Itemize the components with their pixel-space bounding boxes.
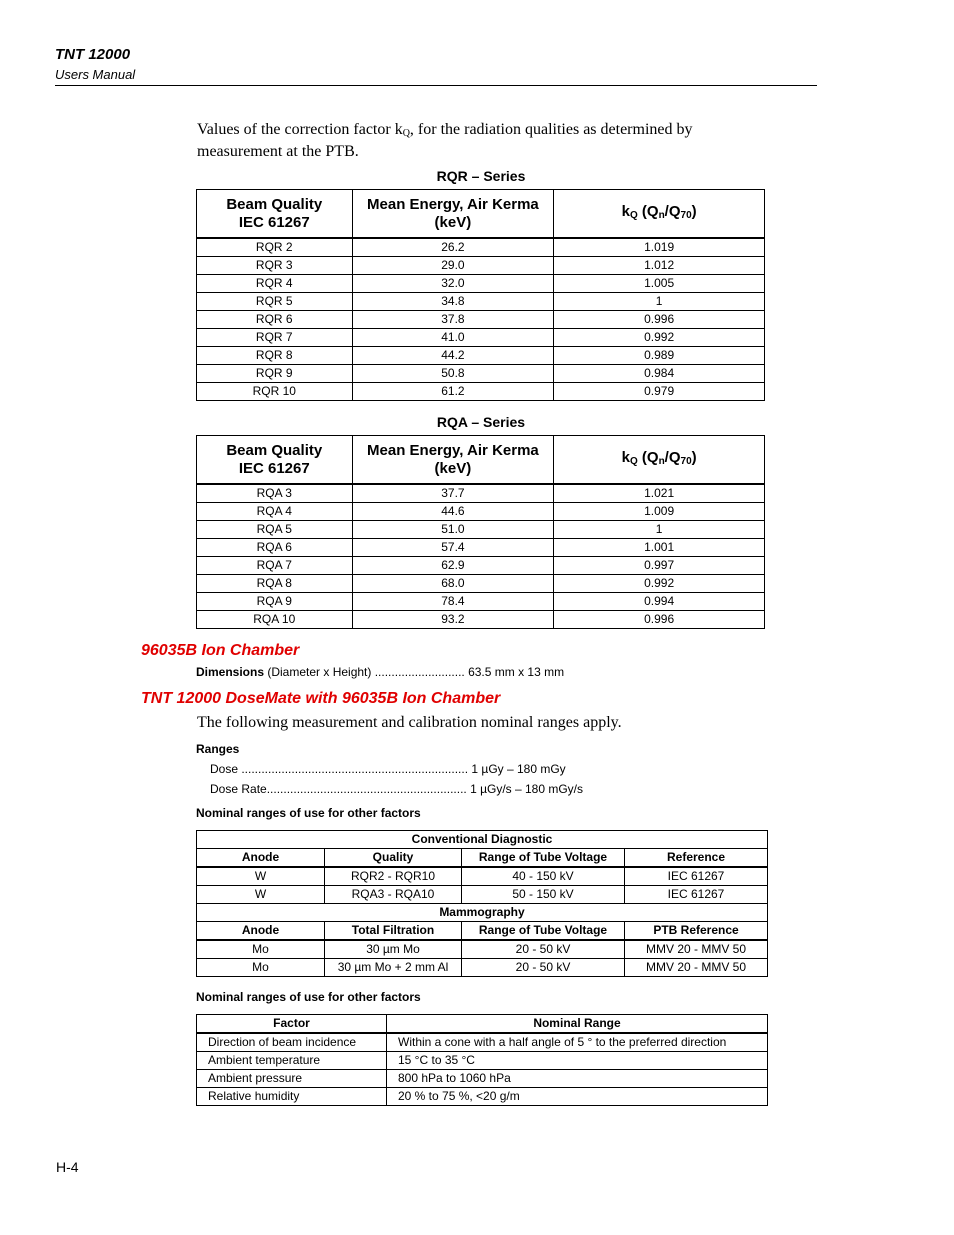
- intro-paragraph: [197, 121, 767, 161]
- beam-quality-header: Beam Quality IEC 61267: [197, 436, 353, 485]
- mean-energy-cell: 93.2: [352, 611, 554, 629]
- nominal-header-row: [197, 1015, 768, 1034]
- table-cell: 40 - 150 kV: [462, 867, 625, 886]
- manual-subtitle: Users Manual: [55, 67, 136, 82]
- rqa-table: [196, 435, 765, 629]
- page-number: H-4: [56, 1159, 79, 1175]
- table-cell: 30 µm Mo + 2 mm Al: [325, 959, 462, 977]
- mean-energy-cell: 44.2: [352, 347, 554, 365]
- table-row: [197, 886, 768, 904]
- dosemate-intro: The following measurement and calibration nominal ranges apply.: [197, 714, 622, 731]
- mean-energy-cell: 68.0: [352, 575, 554, 593]
- table-row: [197, 521, 765, 539]
- beam-quality-cell: RQR 8: [197, 347, 353, 365]
- nominal-range-cell: Within a cone with a half angle of 5 ° to the preferred direction: [387, 1033, 768, 1052]
- nominal-range-header: Nominal Range: [387, 1015, 768, 1034]
- nominal-range-cell: 20 % to 75 %, <20 g/m: [387, 1088, 768, 1106]
- table-row: [197, 311, 765, 329]
- beam-quality-cell: RQR 5: [197, 293, 353, 311]
- nominal-ranges-label: Nominal ranges of use for other factors: [196, 806, 421, 820]
- table-cell: 20 - 50 kV: [462, 940, 625, 959]
- ranges-label: Ranges: [196, 742, 240, 756]
- table-cell: Mo: [197, 959, 325, 977]
- table-cell: 20 - 50 kV: [462, 959, 625, 977]
- mean-energy-cell: 50.8: [352, 365, 554, 383]
- kq-cell: 1.019: [554, 238, 765, 257]
- dose-range: Dose .................................................................... 1 µGy – 180 mGy: [210, 762, 566, 776]
- beam-quality-cell: RQA 10: [197, 611, 353, 629]
- dimensions-line: Dimensions (Diameter x Height) ........................... 63.5 mm x 13 mm: [196, 665, 565, 679]
- header-divider: [55, 85, 817, 86]
- mean-energy-header: Mean Energy, Air Kerma (keV): [352, 190, 554, 239]
- nominal-ranges-label-2: Nominal ranges of use for other factors: [196, 990, 421, 1004]
- mean-energy-cell: 51.0: [352, 521, 554, 539]
- table-row: [197, 867, 768, 886]
- intro-text-before: Values of the correction factor k: [197, 121, 403, 138]
- table-row: [197, 347, 765, 365]
- table-row: [197, 575, 765, 593]
- mean-energy-cell: 34.8: [352, 293, 554, 311]
- table-row: [197, 557, 765, 575]
- rqr-header-row: [197, 190, 765, 239]
- rqa-caption: RQA – Series: [436, 414, 526, 430]
- intro-subscript: Q: [402, 128, 410, 139]
- column-header: Anode: [197, 922, 325, 941]
- kq-cell: 0.979: [554, 383, 765, 401]
- conventional-diagnostic-header: Conventional Diagnostic: [197, 831, 768, 849]
- kq-cell: 1.009: [554, 503, 765, 521]
- mean-energy-cell: 32.0: [352, 275, 554, 293]
- table-row: [197, 539, 765, 557]
- table-row: [197, 593, 765, 611]
- table-row: [197, 383, 765, 401]
- table-row: [197, 959, 768, 977]
- mean-energy-cell: 26.2: [352, 238, 554, 257]
- ion-chamber-heading: 96035B Ion Chamber: [141, 642, 300, 659]
- mean-energy-cell: 61.2: [352, 383, 554, 401]
- factors-table: [196, 830, 768, 977]
- beam-quality-cell: RQR 4: [197, 275, 353, 293]
- table-cell: MMV 20 - MMV 50: [625, 940, 768, 959]
- table-row: [197, 329, 765, 347]
- kq-cell: 0.994: [554, 593, 765, 611]
- mean-energy-cell: 44.6: [352, 503, 554, 521]
- mean-energy-cell: 62.9: [352, 557, 554, 575]
- beam-quality-cell: RQR 6: [197, 311, 353, 329]
- mean-energy-cell: 29.0: [352, 257, 554, 275]
- beam-quality-cell: RQA 8: [197, 575, 353, 593]
- table-row: [197, 611, 765, 629]
- table-row: [197, 293, 765, 311]
- kq-cell: 0.997: [554, 557, 765, 575]
- rqr-table: [196, 189, 765, 401]
- factor-cell: Ambient pressure: [197, 1070, 387, 1088]
- kq-cell: 1: [554, 293, 765, 311]
- factor-cell: Ambient temperature: [197, 1052, 387, 1070]
- rqa-header-row: [197, 436, 765, 485]
- table-row: [197, 1088, 768, 1106]
- table-row: [197, 1052, 768, 1070]
- table-row: [197, 238, 765, 257]
- table-row: [197, 365, 765, 383]
- table-row: [197, 257, 765, 275]
- column-header: Total Filtration: [325, 922, 462, 941]
- factor-header: Factor: [197, 1015, 387, 1034]
- manual-title: TNT 12000: [55, 46, 131, 63]
- column-header: Reference: [625, 849, 768, 868]
- beam-quality-cell: RQR 2: [197, 238, 353, 257]
- beam-quality-cell: RQR 10: [197, 383, 353, 401]
- factors-header-row: [197, 849, 768, 868]
- beam-quality-cell: RQA 3: [197, 484, 353, 503]
- table-row: [197, 940, 768, 959]
- table-row: [197, 275, 765, 293]
- factor-cell: Direction of beam incidence: [197, 1033, 387, 1052]
- column-header: Range of Tube Voltage: [462, 922, 625, 941]
- dosemate-heading: TNT 12000 DoseMate with 96035B Ion Chamber: [141, 690, 501, 707]
- kq-cell: 0.992: [554, 575, 765, 593]
- nominal-range-cell: 800 hPa to 1060 hPa: [387, 1070, 768, 1088]
- dose-rate-range: Dose Rate............................................................ 1 µGy/s – 180 mGy/s: [210, 782, 584, 796]
- table-cell: Mo: [197, 940, 325, 959]
- kq-cell: 0.996: [554, 611, 765, 629]
- nominal-range-table: [196, 1014, 768, 1106]
- table-cell: MMV 20 - MMV 50: [625, 959, 768, 977]
- kq-header: $k_Q$ $(Q_n/Q_{70})$: [554, 190, 765, 239]
- table-cell: RQA3 - RQA10: [325, 886, 462, 904]
- table-cell: 50 - 150 kV: [462, 886, 625, 904]
- beam-quality-cell: RQA 9: [197, 593, 353, 611]
- column-header: PTB Reference: [625, 922, 768, 941]
- table-cell: RQR2 - RQR10: [325, 867, 462, 886]
- kq-cell: 1.021: [554, 484, 765, 503]
- table-cell: W: [197, 886, 325, 904]
- kq-cell: 0.996: [554, 311, 765, 329]
- dimensions-label: Dimensions: [196, 665, 265, 679]
- mean-energy-cell: 37.7: [352, 484, 554, 503]
- factor-cell: Relative humidity: [197, 1088, 387, 1106]
- beam-quality-cell: RQA 4: [197, 503, 353, 521]
- beam-quality-cell: RQR 3: [197, 257, 353, 275]
- table-cell: IEC 61267: [625, 867, 768, 886]
- kq-cell: 1: [554, 521, 765, 539]
- dimensions-value: 63.5 mm x 13 mm: [464, 665, 565, 679]
- mean-energy-cell: 57.4: [352, 539, 554, 557]
- kq-cell: 1.012: [554, 257, 765, 275]
- column-header: Range of Tube Voltage: [462, 849, 625, 868]
- column-header: Quality: [325, 849, 462, 868]
- beam-quality-cell: RQA 6: [197, 539, 353, 557]
- beam-quality-cell: RQR 9: [197, 365, 353, 383]
- mammography-header: Mammography: [197, 904, 768, 922]
- table-row: [197, 484, 765, 503]
- factors-header-row: [197, 922, 768, 941]
- nominal-range-cell: 15 °C to 35 °C: [387, 1052, 768, 1070]
- kq-cell: 0.984: [554, 365, 765, 383]
- table-cell: IEC 61267: [625, 886, 768, 904]
- kq-cell: 1.001: [554, 539, 765, 557]
- kq-cell: 1.005: [554, 275, 765, 293]
- kq-cell: 0.989: [554, 347, 765, 365]
- mean-energy-header: Mean Energy, Air Kerma (keV): [352, 436, 554, 485]
- beam-quality-cell: RQA 7: [197, 557, 353, 575]
- rqr-caption: RQR – Series: [436, 168, 526, 184]
- table-row: [197, 1070, 768, 1088]
- beam-quality-header: Beam Quality IEC 61267: [197, 190, 353, 239]
- kq-header: $k_Q$ $(Q_n/Q_{70})$: [554, 436, 765, 485]
- table-row: [197, 1033, 768, 1052]
- beam-quality-cell: RQR 7: [197, 329, 353, 347]
- intro-text-after: , for the radiation qualities as determined by measurement at the PTB.: [197, 121, 693, 160]
- mean-energy-cell: 37.8: [352, 311, 554, 329]
- mean-energy-cell: 78.4: [352, 593, 554, 611]
- mean-energy-cell: 41.0: [352, 329, 554, 347]
- table-cell: W: [197, 867, 325, 886]
- kq-cell: 0.992: [554, 329, 765, 347]
- column-header: Anode: [197, 849, 325, 868]
- table-row: [197, 503, 765, 521]
- table-cell: 30 µm Mo: [325, 940, 462, 959]
- beam-quality-cell: RQA 5: [197, 521, 353, 539]
